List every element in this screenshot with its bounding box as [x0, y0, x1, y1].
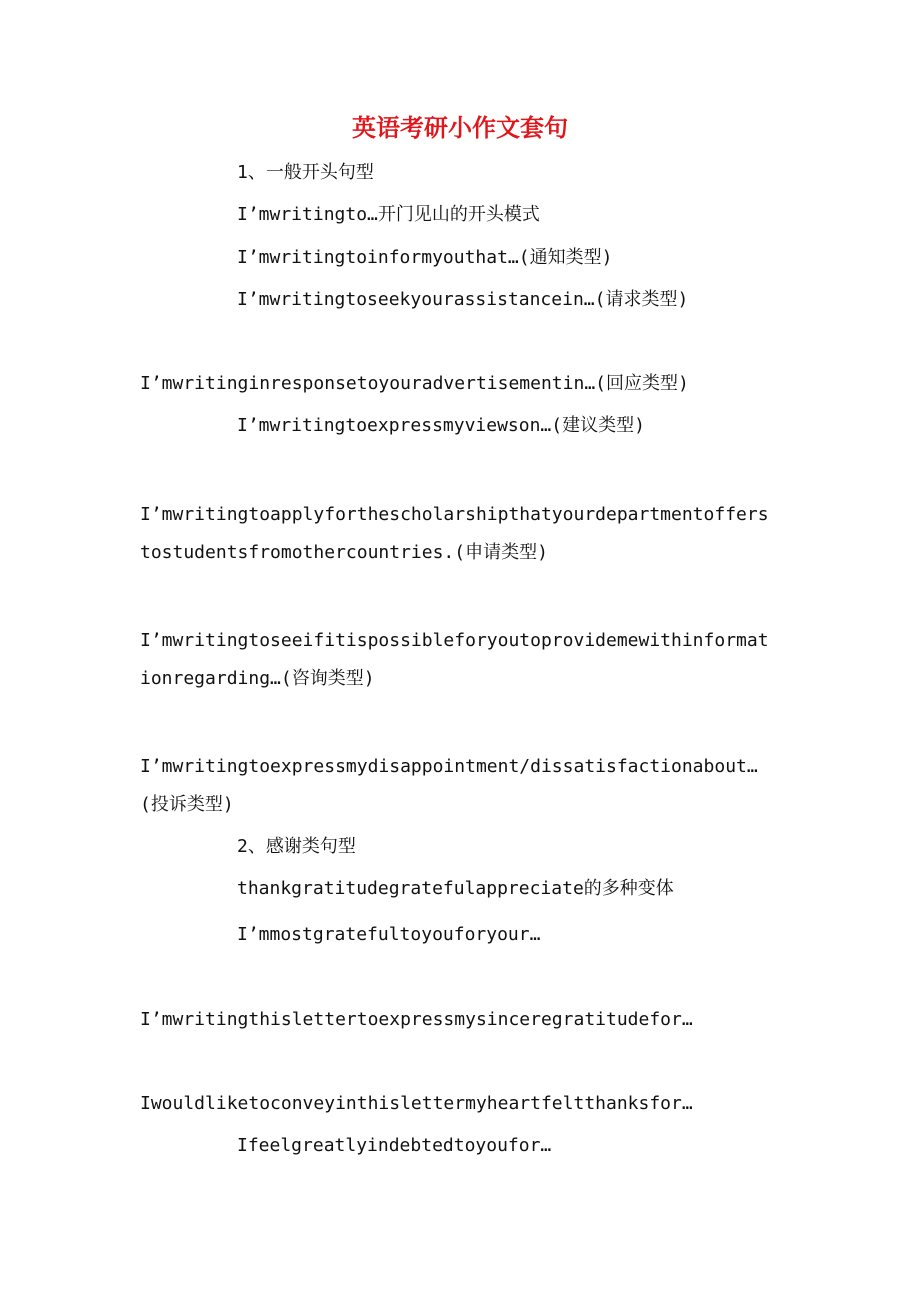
text-line: I’mwritingtoexpressmydisappointment/dissatisfactionabout…	[140, 756, 758, 777]
text-line: tostudentsfromothercountries.(申请类型)	[140, 542, 548, 563]
section-heading-opening: 1、一般开头句型	[237, 162, 374, 183]
text-line: thankgratitudegratefulappreciate的多种变体	[237, 878, 674, 899]
text-line: I’mwritingthislettertoexpressmysinceregratitudefor…	[140, 1009, 693, 1030]
text-line: I’mwritinginresponsetoyouradvertisementin…(回应类型)	[140, 373, 689, 394]
text-line: I’mmostgratefultoyouforyour…	[237, 924, 541, 945]
section-heading-thanks: 2、感谢类句型	[237, 836, 356, 857]
text-line: I’mwritingto…开门见山的开头模式	[237, 204, 540, 225]
text-line: I’mwritingtoseekyourassistancein…(请求类型)	[237, 289, 689, 310]
text-line: (投诉类型)	[140, 794, 234, 815]
text-line: I’mwritingtoseeifitispossibleforyoutoprovidemewithinformat	[140, 630, 769, 651]
text-line: Ifeelgreatlyindebtedtoyoufor…	[237, 1135, 552, 1156]
text-line: ionregarding…(咨询类型)	[140, 668, 375, 689]
text-line: I’mwritingtoapplyforthescholarshipthatyourdepartmentoffers	[140, 504, 769, 525]
text-line: I’mwritingtoexpressmyviewson…(建议类型)	[237, 415, 645, 436]
text-line: Iwouldliketoconveyinthislettermyheartfeltthanksfor…	[140, 1093, 693, 1114]
document-title: 英语考研小作文套句	[352, 113, 568, 142]
text-line: I’mwritingtoinformyouthat…(通知类型)	[237, 247, 613, 268]
